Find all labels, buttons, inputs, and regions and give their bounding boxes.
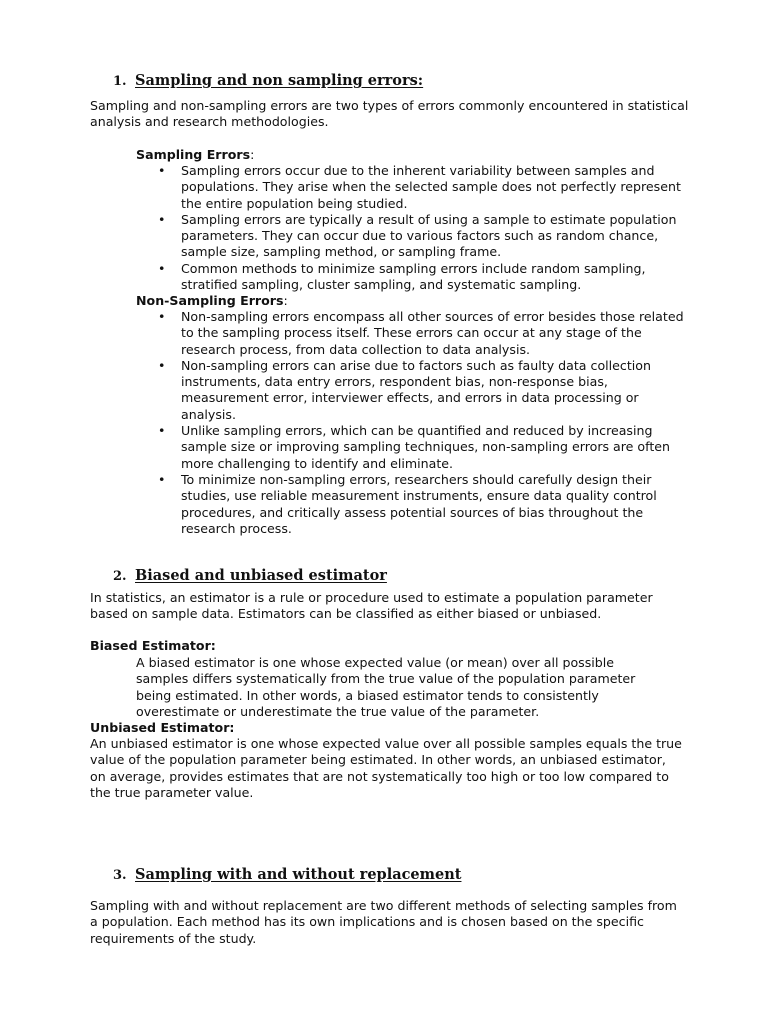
bullet-icon: • — [158, 423, 166, 439]
section-3-heading — [113, 866, 461, 885]
list-item — [136, 309, 696, 358]
list-item-text: Sampling errors are typically a result of using a sample to estimate population parameters. They can occur due to various factors such as random chance, sample size, sampling method, or sampling frame. — [181, 211, 677, 260]
section-3-intro: Sampling with and without replacement are two different methods of selecting samples from a population. Each method has its own implications and is chosen based on the specific requirements of the study. — [90, 898, 677, 946]
non-sampling-errors-list — [136, 309, 696, 537]
list-item — [136, 212, 696, 261]
list-item-text: Sampling errors occur due to the inherent variability between samples and populations. They arise when the selected sample does not perfectly represent the entire population being studied. — [181, 163, 681, 211]
biased-estimator-label-text: Biased Estimator — [90, 638, 211, 653]
non-sampling-errors-label-text: Non-Sampling Errors — [136, 293, 284, 308]
section-2-intro: In statistics, an estimator is a rule or procedure used to estimate a population parameter based on sample data. Estimators can be classified as either biased or unbiased. — [90, 590, 653, 622]
section-2-number: 2. — [113, 569, 127, 584]
bullet-icon: • — [158, 163, 166, 178]
sampling-errors-label-text: Sampling Errors — [136, 147, 251, 162]
section-1-title: Sampling and non sampling errors: — [135, 72, 424, 89]
sampling-errors-label — [136, 147, 254, 163]
bullet-icon: • — [158, 471, 166, 487]
non-sampling-errors-label — [136, 293, 288, 309]
list-item — [136, 358, 696, 423]
bullet-icon: • — [158, 211, 166, 227]
sampling-errors-colon: : — [250, 147, 255, 162]
unbiased-estimator-text: An unbiased estimator is one whose expected value over all possible samples equals the true value of the population parameter being estimated. In other words, an unbiased estimator, on average, provides estimates that are not systematically too high or too low compared to the true parameter value. — [90, 736, 682, 800]
list-item-text: Non-sampling errors can arise due to factors such as faulty data collection instruments, data entry errors, respondent bias, non-response bias, measurement error, interviewer effects, and errors in data processing or analysis. — [181, 357, 651, 422]
unbiased-estimator-colon: : — [229, 720, 235, 735]
bullet-icon: • — [158, 357, 166, 373]
unbiased-estimator-label — [90, 720, 234, 736]
list-item — [136, 163, 696, 212]
list-item-text: To minimize non-sampling errors, researchers should carefully design their studies, use reliable measurement instruments, ensure data quality control procedures, and critically assess potential sources of bias throughout the research process. — [181, 471, 657, 536]
bullet-icon: • — [158, 260, 166, 276]
list-item-text: Unlike sampling errors, which can be quantified and reduced by increasing sample size or improving sampling techniques, non-sampling errors are often more challenging to identify and eliminate. — [181, 423, 671, 471]
section-3-title: Sampling with and without replacement — [135, 866, 462, 883]
section-3-number: 3. — [113, 868, 127, 883]
sampling-errors-list — [136, 163, 696, 293]
biased-estimator-colon: : — [210, 638, 216, 653]
section-2-heading — [113, 567, 387, 586]
biased-estimator-text: A biased estimator is one whose expected value (or mean) over all possible samples differs systematically from the true value of the population parameter being estimated. In other words, a biased estimator tends to consistently overestimate or underestimate the true value of the parameter. — [136, 655, 636, 719]
list-item-text: Non-sampling errors encompass all other sources of error besides those related to the sampling process itself. These errors can occur at any stage of the research process, from data collection to data analysis. — [181, 309, 684, 357]
unbiased-estimator-label-text: Unbiased Estimator — [90, 720, 230, 735]
section-2-title: Biased and unbiased estimator — [135, 567, 387, 584]
list-item — [136, 423, 696, 472]
section-1-heading — [113, 72, 423, 91]
list-item — [136, 261, 696, 294]
biased-estimator-label — [90, 638, 216, 654]
list-item — [136, 472, 696, 537]
section-1-intro: Sampling and non-sampling errors are two types of errors commonly encountered in statistical analysis and research methodologies. — [90, 98, 689, 130]
non-sampling-errors-colon: : — [283, 293, 288, 308]
bullet-icon: • — [158, 309, 166, 324]
list-item-text: Common methods to minimize sampling errors include random sampling, stratified sampling, cluster sampling, and systematic sampling. — [181, 260, 646, 293]
section-1-number: 1. — [113, 74, 127, 89]
